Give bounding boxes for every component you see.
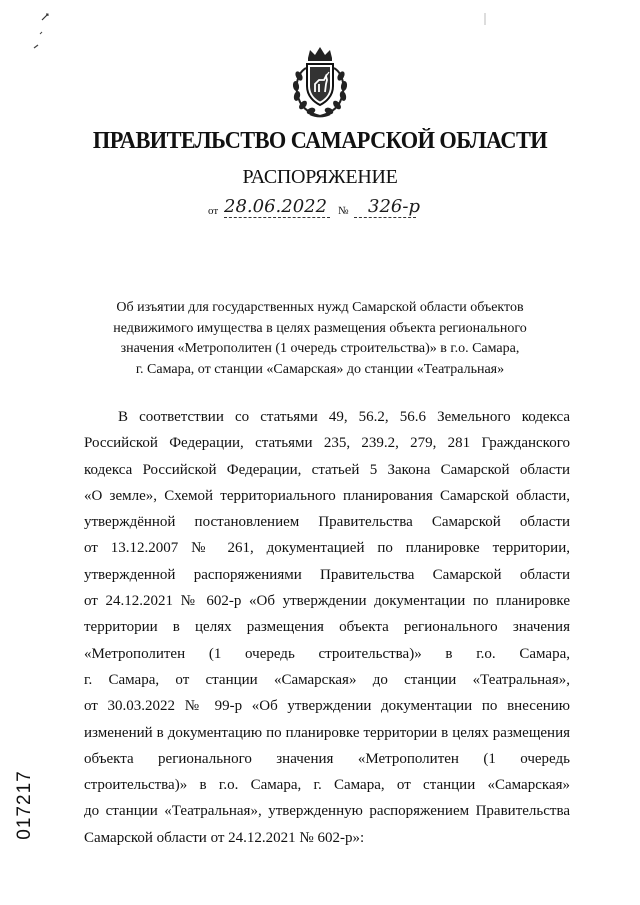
handwritten-number: 326-р <box>368 196 420 217</box>
body-line: утвержденной распоряжениями Правительства Самарской области <box>84 566 570 583</box>
document-subject <box>96 298 544 380</box>
date-underline <box>224 217 330 218</box>
body-line: объекта регионального значения «Метрополитен (1 очередь <box>84 750 570 767</box>
coat-of-arms-icon <box>286 44 354 120</box>
body-line: строительства)» в г.о. Самара, г. Самара, от станции «Самарская» <box>84 777 570 794</box>
body-line: В соответствии со статьями 49, 56.2, 56.6 Земельного кодекса <box>118 409 570 425</box>
margin-serial-number <box>14 770 36 840</box>
document-type-title: РАСПОРЯЖЕНИЕ <box>242 166 398 188</box>
body-line: Российской Федерации, статьями 235, 239.2, 279, 281 Гражданского <box>84 435 570 452</box>
date-prefix: от <box>208 205 219 217</box>
number-underline <box>354 217 416 218</box>
body-line: «О земле», Схемой территориального планирования Самарской области, <box>84 487 570 504</box>
body-line: от 13.12.2007 № 261, документацией по планировке территории, <box>84 540 570 557</box>
date-number-line <box>208 196 448 224</box>
subject-line: Об изъятии для государственных нужд Самарской области объектов <box>116 300 524 315</box>
number-prefix: № <box>338 205 349 217</box>
handwritten-date: 28.06.2022 <box>224 196 328 217</box>
body-line: утверждённой постановлением Правительства Самарской области <box>84 514 570 531</box>
body-line: изменений в документацию по планировке территории в целях размещения <box>84 724 570 741</box>
body-line: от 30.03.2022 № 99-р «Об утверждении документации по внесению <box>84 698 570 715</box>
pen-mark-icon <box>28 8 58 52</box>
subject-line: г. Самара, от станции «Самарская» до станции «Театральная» <box>135 361 505 377</box>
body-line: до станции «Театральная», утвержденную распоряжением Правительства <box>84 803 570 820</box>
body-line: территории в целях размещения объекта регионального значения <box>84 619 570 636</box>
document-body <box>84 404 570 851</box>
body-line: Самарской области от 24.12.2021 № 602-р»: <box>84 829 365 846</box>
body-line: кодекса Российской Федерации, статьей 5 Закона Самарской области <box>84 461 570 478</box>
body-line: «Метрополитен (1 очередь строительства)» в г.о. Самара, <box>84 645 570 662</box>
body-line: г. Самара, от станции «Самарская» до станции «Театральная», <box>84 671 570 688</box>
scan-mark-icon <box>482 12 488 26</box>
subject-line: значения «Метрополитен (1 очередь строительства)» в г.о. Самара, <box>120 341 520 356</box>
serial-number-text: 017217 <box>14 770 35 840</box>
subject-line: недвижимого имущества в целях размещения объекта регионального <box>113 320 527 336</box>
organization-title: ПРАВИТЕЛЬСТВО САМАРСКОЙ ОБЛАСТИ <box>92 128 548 154</box>
body-line: от 24.12.2021 № 602-р «Об утверждении документации по планировке <box>84 593 570 610</box>
